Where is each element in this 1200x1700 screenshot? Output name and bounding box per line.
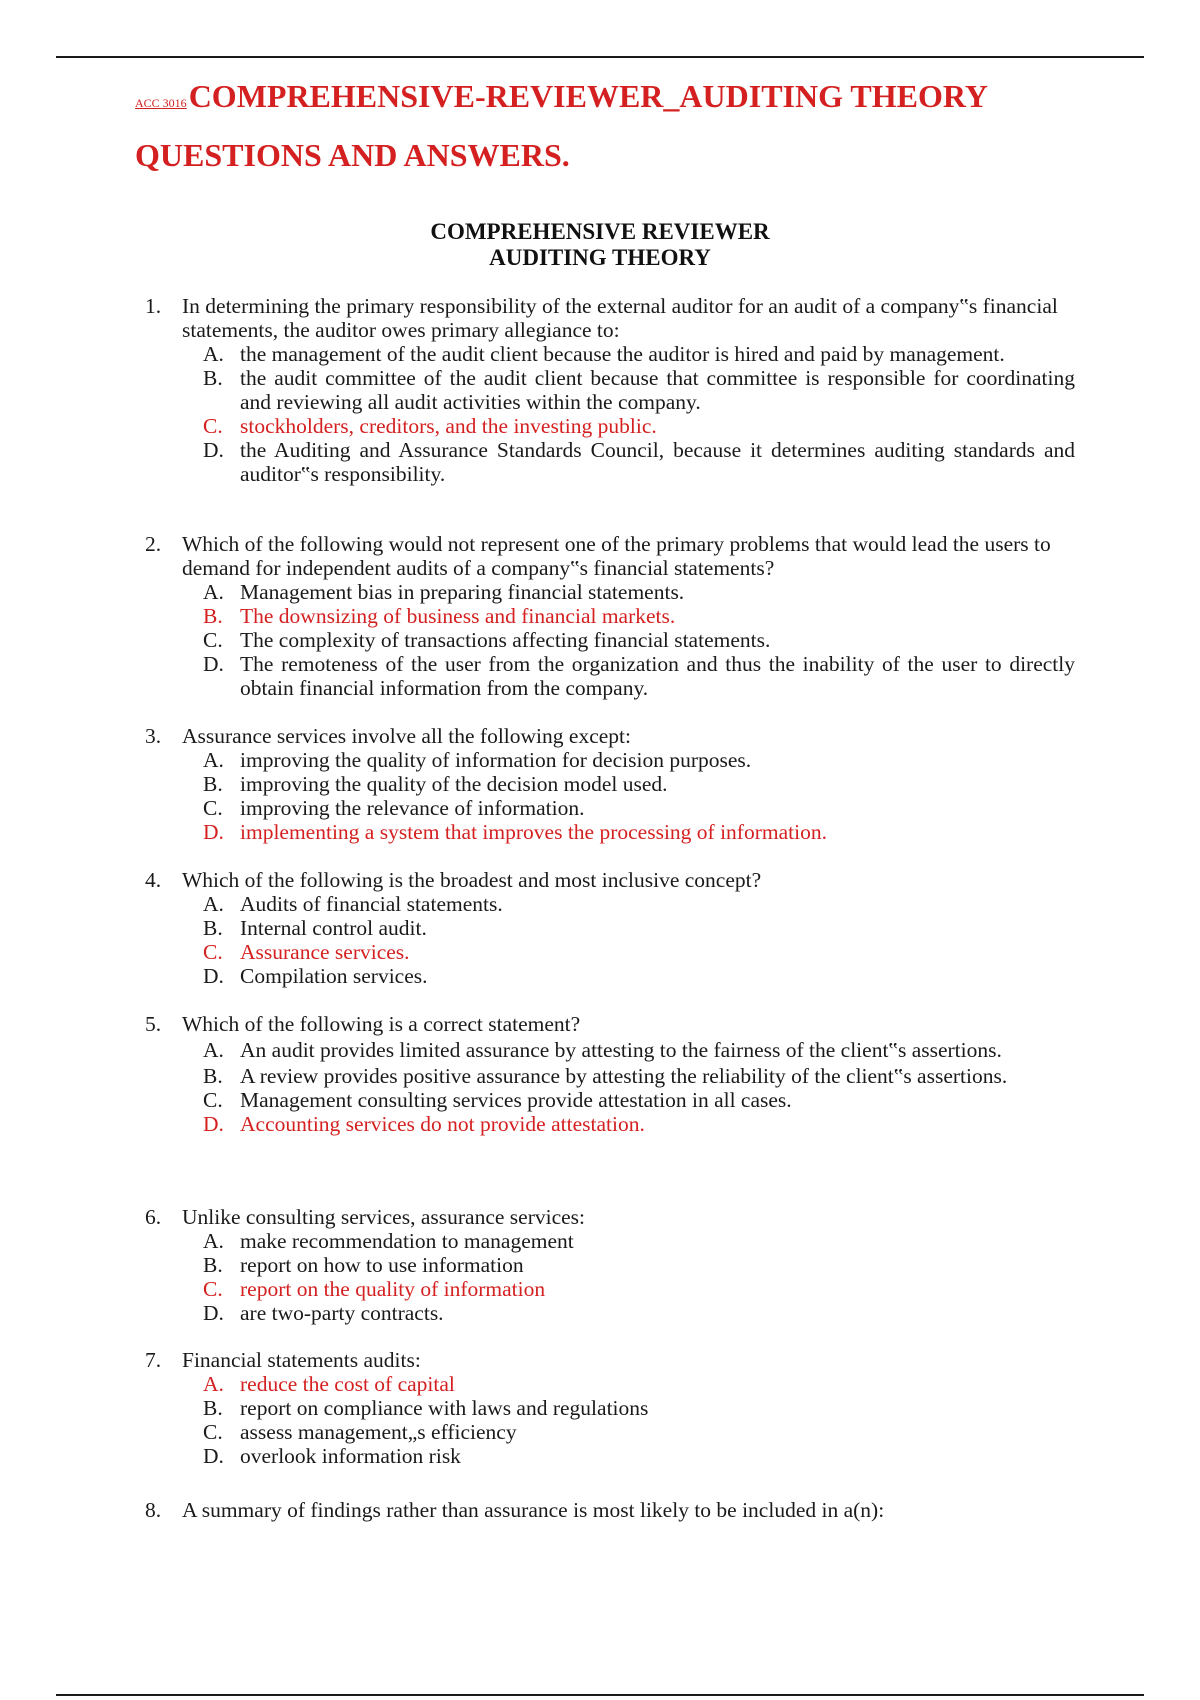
option-b: B. report on compliance with laws and regulations	[203, 1396, 649, 1420]
question-number: 8.	[145, 1498, 162, 1522]
question-1	[145, 294, 1075, 486]
option-d-correct: D. Accounting services do not provide attestation.	[203, 1112, 645, 1136]
question-stem: Which of the following is the broadest and most inclusive concept?	[182, 868, 762, 892]
question-stem: Assurance services involve all the following except:	[182, 724, 631, 748]
top-rule	[56, 56, 1144, 58]
question-stem: In determining the primary responsibility of the external auditor for an audit of a company‟s financial statements, the auditor owes primary allegiance to:	[182, 294, 1058, 342]
option-d: D. overlook information risk	[203, 1444, 461, 1468]
option-c: C. The complexity of transactions affecting financial statements.	[203, 628, 771, 652]
option-d: D. are two-party contracts.	[203, 1301, 444, 1325]
question-4	[145, 868, 1075, 988]
question-2	[145, 532, 1075, 700]
header-title-line1: COMPREHENSIVE-REVIEWER_AUDITING THEORY	[188, 78, 988, 114]
question-number: 5.	[145, 1012, 162, 1036]
question-number: 3.	[145, 724, 162, 748]
option-c: C. assess management„s efficiency	[203, 1420, 517, 1444]
option-d-correct: D. implementing a system that improves the processing of information.	[203, 820, 827, 844]
question-stem: Financial statements audits:	[182, 1348, 421, 1372]
option-a: A. An audit provides limited assurance by attesting to the fairness of the client‟s assertions.	[203, 1038, 1002, 1062]
question-stem: A summary of findings rather than assurance is most likely to be included in a(n):	[182, 1498, 885, 1522]
question-number: 4.	[145, 868, 162, 892]
header-line-1	[135, 70, 1135, 129]
question-3	[145, 724, 1075, 844]
question-stem: Which of the following is a correct statement?	[182, 1012, 581, 1036]
option-a: A. Audits of financial statements.	[203, 892, 503, 916]
option-a: A. improving the quality of information for decision purposes.	[203, 748, 752, 772]
question-number: 6.	[145, 1205, 162, 1229]
option-c-correct: C. report on the quality of information	[203, 1277, 546, 1301]
question-number: 7.	[145, 1348, 162, 1372]
option-b: B. improving the quality of the decision model used.	[203, 772, 668, 796]
option-b: B. report on how to use information	[203, 1253, 524, 1277]
option-b: B. A review provides positive assurance by attesting the reliability of the client‟s assertions.	[203, 1064, 1008, 1088]
section-title-line2: AUDITING THEORY	[489, 245, 711, 270]
option-b: B. Internal control audit.	[203, 916, 427, 940]
header-title-line2: QUESTIONS AND ANSWERS.	[135, 137, 570, 173]
option-c-correct: C. stockholders, creditors, and the investing public.	[203, 414, 657, 438]
option-b: B. the audit committee of the audit client because that committee is responsible for coordinating and reviewing all audit activities within the company.	[203, 366, 1075, 414]
document-header	[135, 70, 1135, 181]
question-8	[145, 1498, 1075, 1522]
option-d: D. Compilation services.	[203, 964, 428, 988]
option-d: D. the Auditing and Assurance Standards Council, because it determines auditing standards and auditor‟s responsibility.	[203, 438, 1075, 486]
option-b-correct: B. The downsizing of business and financial markets.	[203, 604, 676, 628]
option-a: A. make recommendation to management	[203, 1229, 574, 1253]
question-stem: Which of the following would not represent one of the primary problems that would lead the users to demand for independent audits of a company‟s financial statements?	[182, 532, 1051, 580]
option-c: C. improving the relevance of information.	[203, 796, 585, 820]
option-d: D. The remoteness of the user from the organization and thus the inability of the user to directly obtain financial information from the company.	[203, 652, 1075, 700]
question-7	[145, 1348, 1075, 1468]
option-a: A. Management bias in preparing financial statements.	[203, 580, 685, 604]
question-number: 2.	[145, 532, 162, 556]
bottom-rule	[56, 1694, 1144, 1696]
option-a-correct: A. reduce the cost of capital	[203, 1372, 455, 1396]
question-stem: Unlike consulting services, assurance services:	[182, 1205, 585, 1229]
section-title-line1: COMPREHENSIVE REVIEWER	[430, 219, 770, 244]
option-a: A. the management of the audit client because the auditor is hired and paid by management.	[203, 342, 1005, 366]
question-6	[145, 1205, 1075, 1325]
question-5	[145, 1012, 1075, 1136]
option-c: C. Management consulting services provide attestation in all cases.	[203, 1088, 792, 1112]
option-c-correct: C. Assurance services.	[203, 940, 410, 964]
course-code: ACC 3016	[135, 96, 187, 110]
question-number: 1.	[145, 294, 162, 318]
